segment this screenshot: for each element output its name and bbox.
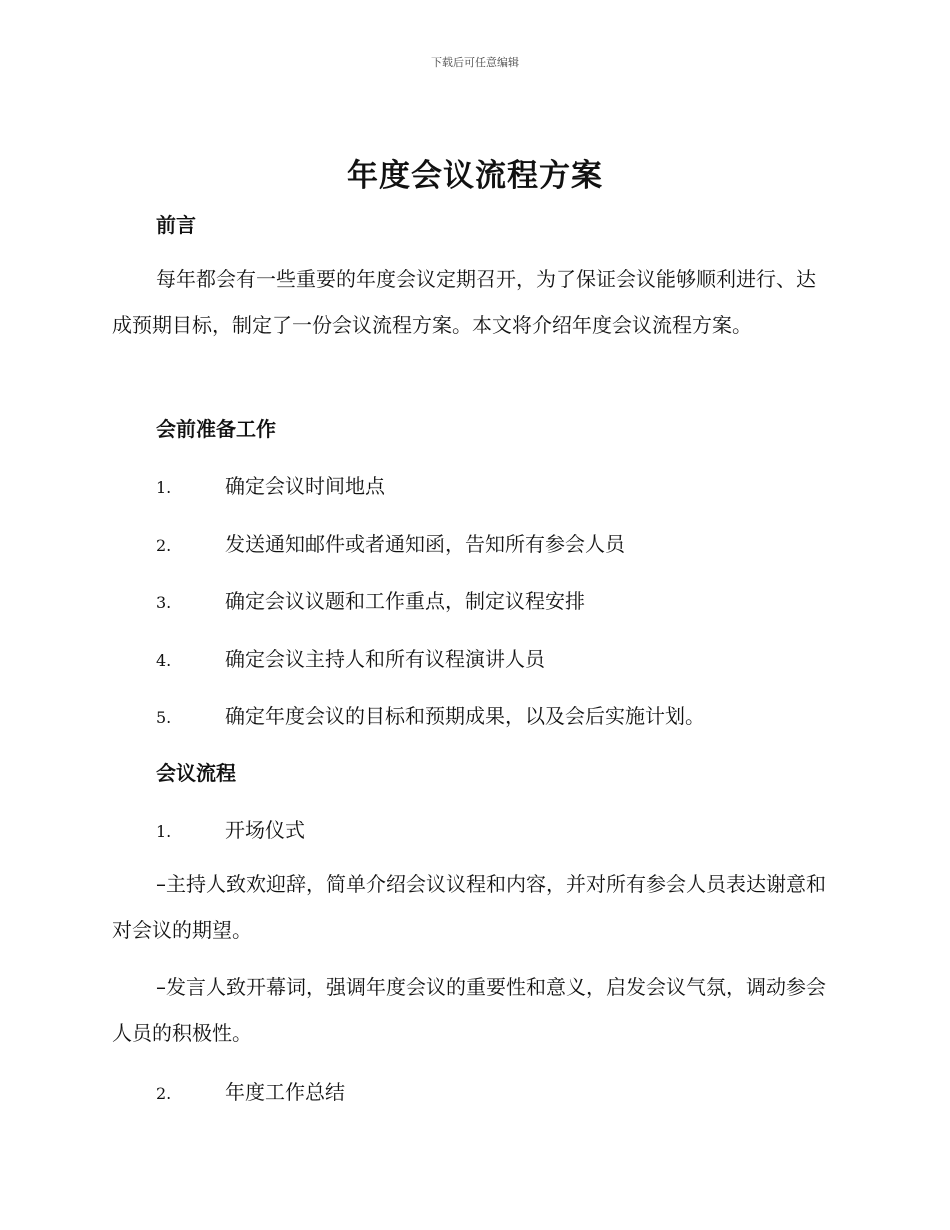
list-item xyxy=(156,585,585,614)
list-item-number: 4. xyxy=(156,651,172,670)
heading-preface: 前言 xyxy=(156,213,196,237)
list-item xyxy=(156,470,385,499)
list-item-text: 确定会议议题和工作重点，制定议程安排 xyxy=(225,589,585,613)
list-item-text: 确定年度会议的目标和预期成果，以及会后实施计划。 xyxy=(225,704,705,728)
document-title: 年度会议流程方案 xyxy=(347,158,603,194)
list-item-number: 3. xyxy=(156,593,172,612)
heading-process: 会议流程 xyxy=(156,761,236,785)
list-item-text: 确定会议主持人和所有议程演讲人员 xyxy=(225,647,545,671)
list-item-number: 2. xyxy=(156,536,172,555)
list-item xyxy=(156,814,305,843)
preface-paragraph: 每年都会有一些重要的年度会议定期召开，为了保证会议能够顺利进行、达成预期目标，制定了一份会议流程方案。本文将介绍年度会议流程方案。 xyxy=(112,267,816,337)
list-item-number: 2. xyxy=(156,1084,172,1103)
list-item-text: 年度工作总结 xyxy=(225,1080,345,1104)
list-item xyxy=(156,528,625,557)
list-item-text: 确定会议时间地点 xyxy=(225,474,385,498)
list-item-number: 1. xyxy=(156,822,172,841)
process-bullet-paragraph: –主持人致欢迎辞，简单介绍会议议程和内容，并对所有参会人员表达谢意和对会议的期望。 xyxy=(112,872,826,942)
list-item-number: 1. xyxy=(156,478,172,497)
header-note: 下载后可任意编辑 xyxy=(431,56,519,69)
heading-preparation: 会前准备工作 xyxy=(156,417,276,441)
list-item-text: 开场仪式 xyxy=(225,818,305,842)
process-bullet-paragraph: –发言人致开幕词，强调年度会议的重要性和意义，启发会议气氛，调动参会人员的积极性。 xyxy=(112,975,826,1045)
list-item-text: 发送通知邮件或者通知函，告知所有参会人员 xyxy=(225,532,625,556)
list-item xyxy=(156,643,545,672)
list-item xyxy=(156,700,705,729)
list-item xyxy=(156,1076,345,1105)
list-item-number: 5. xyxy=(156,708,172,727)
